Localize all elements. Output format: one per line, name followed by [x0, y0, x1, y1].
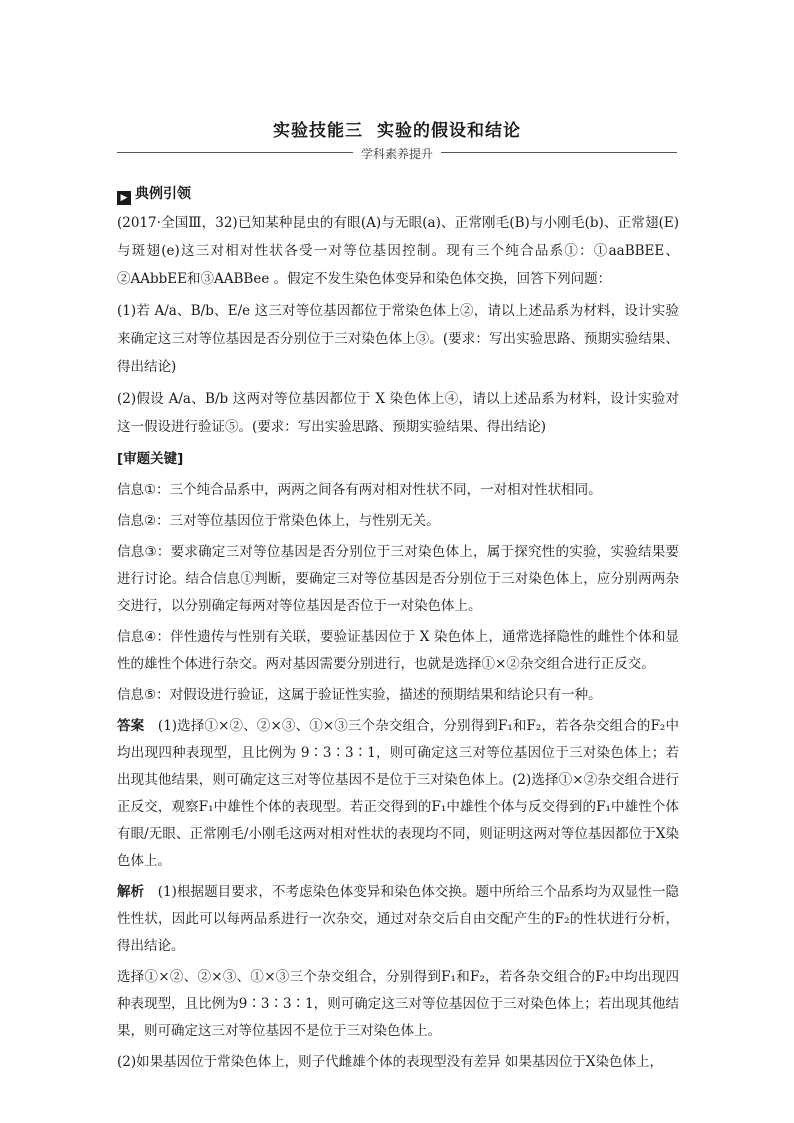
analysis-label: 解析	[117, 884, 145, 900]
title-left: 实验技能三	[273, 121, 363, 141]
info-item	[117, 682, 679, 709]
analysis-paragraph	[117, 879, 679, 960]
question-part-1: (1)若 A/a、B/b、E/e 这三对等位基因都位于常染色体上②，请以上述品系为材料，设计实验来确定这三对等位基因是否分别位于三对染色体上③。(要求：写出实验思路、预期实验结果、得出结论)	[117, 303, 679, 375]
info-label: 信息③：	[117, 544, 171, 560]
subtitle: 学科素养提升	[360, 147, 433, 161]
analysis-paragraph-3: (2)如果基因位于常染色体上，则子代雌雄个体的表现型没有差异 如果基因位于X染色体上，	[117, 1054, 664, 1070]
rule-line-right	[441, 152, 677, 153]
info-item	[117, 539, 679, 620]
info-text: 三个纯合品系中，两两之间各有两对相对性状不同，一对相对性状相同。	[169, 482, 602, 498]
info-text: 对假设进行验证，这属于验证性实验，描述的预期结果和结论只有一种。	[169, 687, 602, 703]
section-heading	[117, 183, 191, 205]
info-text: 要求确定三对等位基因是否分别位于三对染色体上，属于探究性的实验，实验结果要进行讨论。结合信息①判断，要确定三对等位基因是否分别位于三对染色体上，应分别两两杂交进行，以分别确定每两对等位基因是否位于一对染色体上。	[117, 544, 679, 614]
info-label: 信息④：	[117, 629, 171, 645]
answer-label: 答案	[117, 718, 145, 734]
answer-text: (1)选择①×②、②×③、①×③三个杂交组合，分别得到F₁和F₂，若各杂交组合的F₂中均出现四种表现型，且比例为 9∶3∶3∶1，则可确定这三对等位基因位于三对染色体上；若出现其他结果，则可确定这三对等位基因不是位于三对染色体上。(2)选择①×②杂交组合进行正反交，观察F₁中雄性个体的表现型。若正交得到的F₁中雄性个体与反交得到的F₁中雄性个体有眼/无眼、正常刚毛/小刚毛这两对相对性状的表现均不同，则证明这两对等位基因都位于X染色体上。	[117, 718, 679, 869]
subtitle-rule	[117, 146, 677, 160]
title-right: 实验的假设和结论	[377, 121, 521, 141]
page-title	[0, 116, 794, 141]
content-body	[117, 209, 679, 1080]
info-item	[117, 508, 679, 535]
info-text: 伴性遗传与性别有关联，要验证基因位于 X 染色体上，通常选择隐性的雌性个体和显性的雄性个体进行杂交。两对基因需要分别进行，也就是选择①×②杂交组合进行正反交。	[117, 629, 679, 672]
info-item	[117, 624, 679, 678]
question-intro: (2017·全国Ⅲ，32)已知某种昆虫的有眼(A)与无眼(a)、正常刚毛(B)与小刚毛(b)、正常翅(E)与斑翅(e)这三对相对性状各受一对等位基因控制。现有三个纯合品系①：①aaBBEE、②AAbbEE和③AABBee 。假定不发生染色体变异和染色体交换，回答下列问题：	[117, 215, 679, 287]
analysis-paragraph-2: 选择①×②、②×③、①×③三个杂交组合，分别得到F₁和F₂，若各杂交组合的F₂中均出现四种表现型，且比例为9∶3∶3∶1，则可确定这三对等位基因位于三对染色体上；若出现其他结果，则可确定这三对等位基因不是位于三对染色体上。	[117, 969, 679, 1039]
question-part-2: (2)假设 A/a、B/b 这两对等位基因都位于 X 染色体上④，请以上述品系为材料，设计实验对这一假设进行验证⑤。(要求：写出实验思路、预期实验结果、得出结论)	[117, 391, 679, 435]
key-heading: [审题关键]	[117, 451, 184, 467]
answer-paragraph	[117, 713, 679, 875]
play-triangle-icon: ▶	[117, 191, 131, 205]
info-item	[117, 477, 679, 504]
info-label: 信息①：	[117, 482, 170, 498]
section-label: 典例引领	[135, 186, 191, 202]
info-text: 三对等位基因位于常染色体上，与性别无关。	[169, 513, 440, 529]
analysis-text-1: (1)根据题目要求，不考虑染色体变异和染色体交换。题中所给三个品系均为双显性一隐性性状，因此可以每两品系进行一次杂交，通过对杂交后自由交配产生的F₂的性状进行分析，得出结论。	[117, 884, 680, 954]
info-label: 信息⑤：	[117, 687, 170, 703]
info-label: 信息②：	[117, 513, 170, 529]
